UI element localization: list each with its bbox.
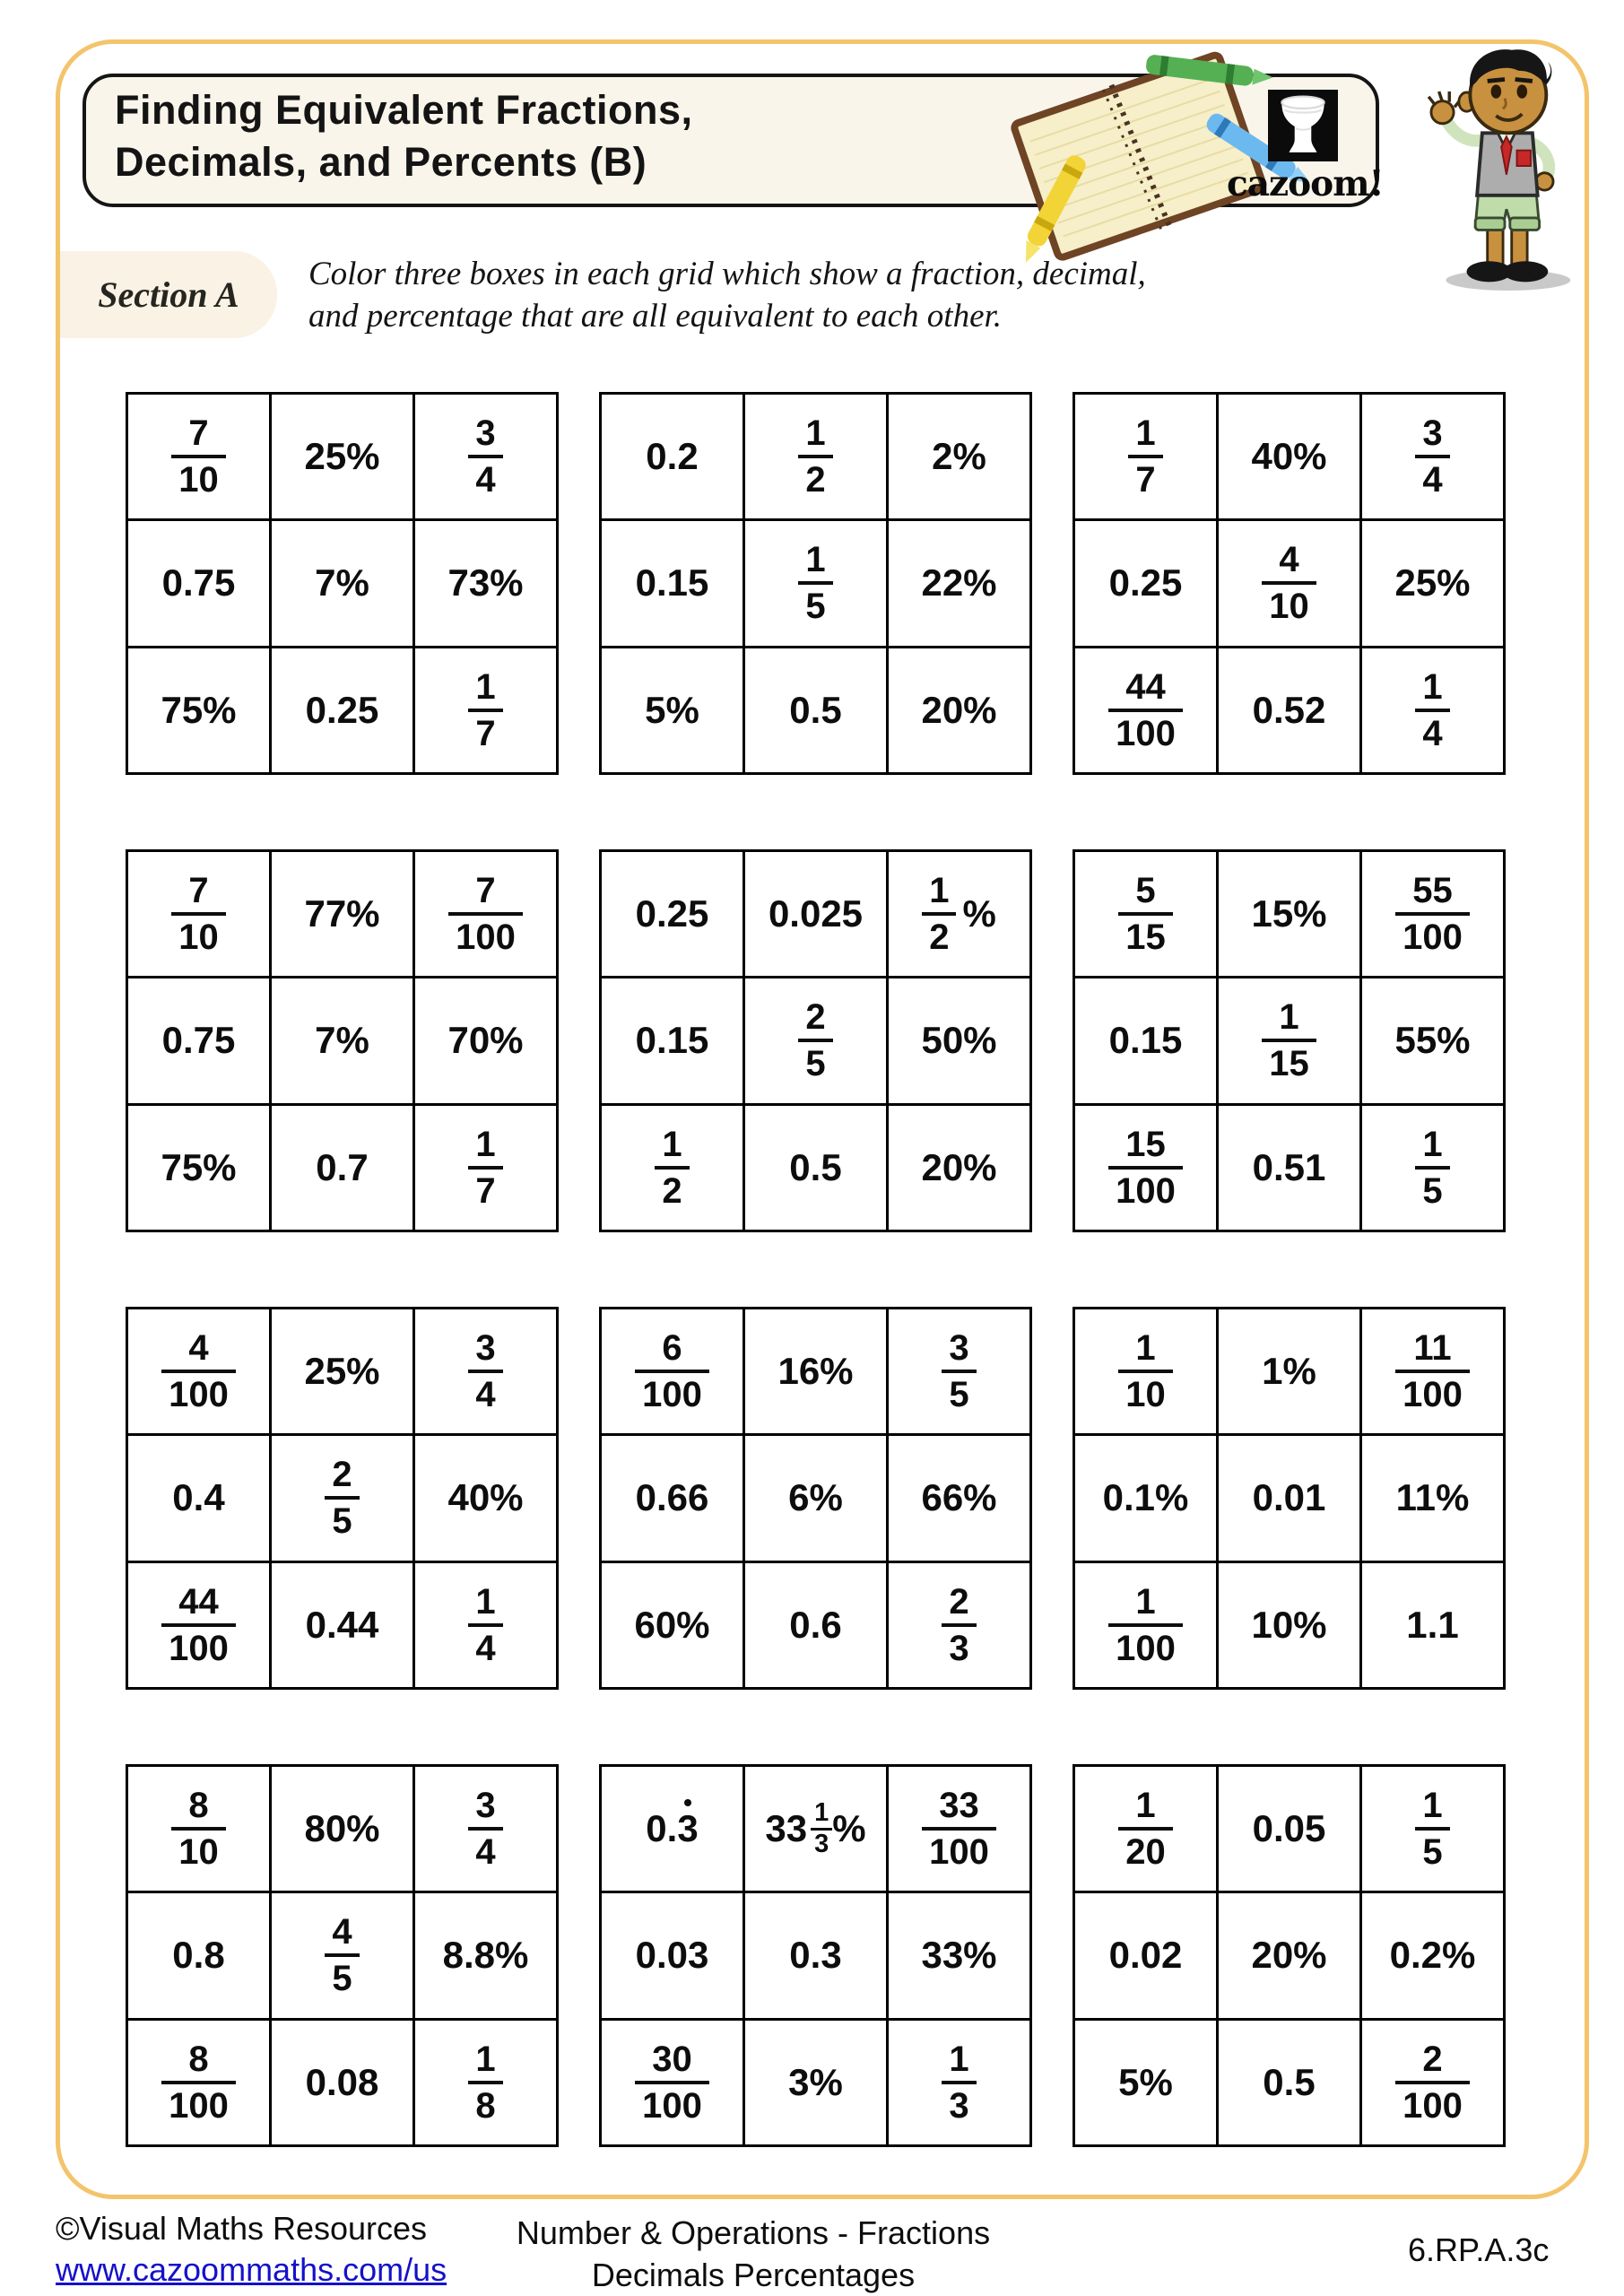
equivalence-grid-2 bbox=[599, 392, 1032, 775]
grid-cell[interactable] bbox=[1362, 648, 1503, 772]
grid-cell[interactable] bbox=[1219, 648, 1359, 772]
page-title-line2: Decimals, and Percents (B) bbox=[115, 139, 647, 185]
grid-cell[interactable] bbox=[745, 521, 886, 645]
fraction-value: $\frac{1}{15}$ bbox=[1262, 999, 1316, 1082]
cell-value: 40% bbox=[447, 1476, 524, 1519]
fraction-value: $\frac{1}{3}$ bbox=[811, 1801, 832, 1857]
equivalence-grid-12 bbox=[1073, 1764, 1506, 2147]
instructions-line2: and percentage that are all equivalent to each other. bbox=[308, 298, 1003, 335]
fraction-value: $\frac{1}{8}$ bbox=[468, 2041, 502, 2124]
fraction-value: $\frac{44}{100}$ bbox=[161, 1584, 236, 1666]
grid-cell[interactable] bbox=[1075, 648, 1216, 772]
grid-cell[interactable] bbox=[1075, 1106, 1216, 1230]
grid-cell[interactable] bbox=[745, 395, 886, 518]
grid-cell[interactable] bbox=[1219, 852, 1359, 976]
cell-value: 11% bbox=[1395, 1476, 1470, 1519]
grid-cell[interactable] bbox=[1362, 395, 1503, 518]
grid-cell[interactable] bbox=[1075, 1309, 1216, 1433]
grid-cell[interactable] bbox=[272, 852, 413, 976]
grid-cell[interactable] bbox=[1219, 1106, 1359, 1230]
grid-cell[interactable] bbox=[745, 1767, 886, 1891]
grid-cell[interactable] bbox=[272, 1436, 413, 1560]
grid-cell[interactable] bbox=[1219, 1309, 1359, 1433]
section-label bbox=[60, 251, 277, 338]
fraction-value: $\frac{3}{4}$ bbox=[468, 1787, 502, 1870]
grid-cell[interactable] bbox=[128, 1563, 269, 1687]
fraction-value: $\frac{44}{100}$ bbox=[1108, 669, 1183, 752]
fraction-value: $\frac{33}{100}$ bbox=[922, 1787, 996, 1870]
mixed-number-percent-value: 33 $\frac{1}{3}$ % bbox=[765, 1798, 866, 1858]
equivalence-grid-6 bbox=[1073, 849, 1506, 1232]
equivalence-grid-11 bbox=[599, 1764, 1032, 2147]
cell-value: 0.75 bbox=[161, 1019, 236, 1062]
grid-cell[interactable] bbox=[1362, 1106, 1503, 1230]
grid-cell[interactable] bbox=[272, 1767, 413, 1891]
equivalence-grid-3 bbox=[1073, 392, 1506, 775]
fraction-value: $\frac{2}{3}$ bbox=[942, 1584, 976, 1666]
grid-cell[interactable] bbox=[889, 648, 1029, 772]
cell-value: 5% bbox=[645, 688, 699, 731]
fraction-value: $\frac{4}{100}$ bbox=[161, 1330, 236, 1413]
grid-cell[interactable] bbox=[602, 1436, 743, 1560]
cell-value: 80% bbox=[304, 1807, 380, 1850]
cell-value: 10% bbox=[1251, 1603, 1327, 1646]
grid-cell[interactable] bbox=[128, 521, 269, 645]
cell-value: 60% bbox=[634, 1603, 710, 1646]
djembe-drum-icon bbox=[1268, 90, 1338, 161]
grid-cell[interactable] bbox=[272, 521, 413, 645]
cell-value: 8.8% bbox=[442, 1934, 529, 1977]
cell-value: 55% bbox=[1394, 1019, 1471, 1062]
grid-cell[interactable] bbox=[128, 1106, 269, 1230]
cell-value: 66% bbox=[921, 1476, 997, 1519]
cell-value: 6% bbox=[788, 1476, 843, 1519]
grid-cell[interactable] bbox=[889, 1767, 1029, 1891]
fraction-value: $\frac{1}{20}$ bbox=[1118, 1787, 1173, 1870]
grid-cell[interactable] bbox=[415, 852, 556, 976]
grid-cell[interactable] bbox=[602, 1893, 743, 2017]
grid-cell[interactable] bbox=[889, 852, 1029, 976]
grid-cell[interactable] bbox=[1362, 521, 1503, 645]
cell-value: 0.4 bbox=[172, 1476, 225, 1519]
instructions-text bbox=[308, 253, 1349, 337]
grid-cell[interactable] bbox=[415, 1106, 556, 1230]
grid-cell[interactable] bbox=[415, 648, 556, 772]
grid-cell[interactable] bbox=[128, 1436, 269, 1560]
cell-value: 2% bbox=[932, 435, 986, 478]
grid-cell[interactable] bbox=[889, 1893, 1029, 2017]
grid-cell[interactable] bbox=[272, 395, 413, 518]
fraction-value: $\frac{1}{2}$ bbox=[922, 873, 956, 955]
cell-value: 75% bbox=[161, 1145, 237, 1188]
fraction-value: $\frac{6}{100}$ bbox=[635, 1330, 709, 1413]
equivalence-grid-4 bbox=[126, 849, 559, 1232]
cell-value: 0.75 bbox=[161, 561, 236, 604]
cell-value: 0.52 bbox=[1252, 688, 1326, 731]
grid-cell[interactable] bbox=[602, 521, 743, 645]
grid-cell[interactable] bbox=[128, 1309, 269, 1433]
copyright-text: ©Visual Maths Resources bbox=[56, 2210, 428, 2247]
fraction-value: $\frac{1}{7}$ bbox=[468, 669, 502, 752]
cell-value: 3% bbox=[788, 2060, 843, 2103]
cell-value: 77% bbox=[304, 892, 380, 935]
fraction-value: $\frac{30}{100}$ bbox=[635, 2041, 709, 2124]
fraction-value: $\frac{1}{100}$ bbox=[1108, 1584, 1183, 1666]
cell-value: 0.08 bbox=[305, 2060, 379, 2103]
grid-cell[interactable] bbox=[272, 978, 413, 1102]
cell-value: 0.6 bbox=[789, 1603, 842, 1646]
cell-value: 0.5 bbox=[789, 1145, 842, 1188]
cell-value: 7% bbox=[315, 561, 369, 604]
fraction-value: $\frac{15}{100}$ bbox=[1108, 1126, 1183, 1209]
grid-cell[interactable] bbox=[889, 978, 1029, 1102]
grid-cell[interactable] bbox=[602, 1563, 743, 1687]
grid-cell[interactable] bbox=[1075, 2021, 1216, 2144]
cell-value: 25% bbox=[1394, 561, 1471, 604]
fraction-value: $\frac{3}{5}$ bbox=[942, 1330, 976, 1413]
grid-cell[interactable] bbox=[1362, 1563, 1503, 1687]
equivalence-grid-1 bbox=[126, 392, 559, 775]
cell-value: 0.01 bbox=[1252, 1476, 1326, 1519]
fraction-value: $\frac{55}{100}$ bbox=[1395, 873, 1470, 955]
grid-cell[interactable] bbox=[272, 2021, 413, 2144]
topic-line2: Decimals Percentages bbox=[591, 2257, 916, 2293]
cell-value: 70% bbox=[447, 1019, 524, 1062]
footer-topic bbox=[377, 2212, 1130, 2296]
grid-cell[interactable] bbox=[1219, 2021, 1359, 2144]
boy-mascot-icon bbox=[1401, 43, 1609, 291]
fraction-value: $\frac{3}{4}$ bbox=[468, 415, 502, 498]
grid-cell[interactable] bbox=[1075, 978, 1216, 1102]
page-title bbox=[115, 84, 693, 188]
grid-cell[interactable] bbox=[128, 852, 269, 976]
grid-cell[interactable] bbox=[415, 1309, 556, 1433]
grid-cell[interactable] bbox=[1219, 521, 1359, 645]
fraction-value: $\frac{7}{10}$ bbox=[171, 415, 226, 498]
cell-value: 15% bbox=[1251, 892, 1327, 935]
cell-value: 25% bbox=[304, 435, 380, 478]
cell-value: 0.2% bbox=[1389, 1934, 1476, 1977]
recurring-decimal-value: 0.3 bbox=[646, 1807, 699, 1850]
grid-cell[interactable] bbox=[1219, 395, 1359, 518]
cell-value: 0.02 bbox=[1108, 1934, 1183, 1977]
cell-value: 33% bbox=[921, 1934, 997, 1977]
fraction-value: $\frac{1}{7}$ bbox=[468, 1126, 502, 1209]
cazoom-logo bbox=[1227, 90, 1384, 204]
cell-value: 0.03 bbox=[635, 1934, 709, 1977]
grid-cell[interactable] bbox=[889, 1106, 1029, 1230]
cell-value: 0.8 bbox=[172, 1934, 225, 1977]
grid-cell[interactable] bbox=[272, 1106, 413, 1230]
cell-value: 0.51 bbox=[1252, 1145, 1326, 1188]
grid-cell[interactable] bbox=[128, 395, 269, 518]
instructions-line1: Color three boxes in each grid which show a fraction, decimal, bbox=[308, 256, 1146, 292]
grid-cell[interactable] bbox=[1219, 978, 1359, 1102]
grid-cell[interactable] bbox=[128, 648, 269, 772]
cell-value: 7% bbox=[315, 1019, 369, 1062]
grid-cell[interactable] bbox=[1219, 1767, 1359, 1891]
section-label-text: Section A bbox=[98, 274, 239, 315]
grid-cell[interactable] bbox=[1362, 2021, 1503, 2144]
grid-cell[interactable] bbox=[128, 1767, 269, 1891]
fraction-value: $\frac{1}{2}$ bbox=[655, 1126, 689, 1209]
grid-cell[interactable] bbox=[602, 648, 743, 772]
grid-cell[interactable] bbox=[128, 1893, 269, 2017]
fraction-value: $\frac{3}{4}$ bbox=[1415, 415, 1449, 498]
cell-value: 0.44 bbox=[305, 1603, 379, 1646]
grid-cell[interactable] bbox=[602, 395, 743, 518]
grid-cell[interactable] bbox=[1219, 1563, 1359, 1687]
cell-value: 20% bbox=[921, 688, 997, 731]
cell-value: 5% bbox=[1118, 2060, 1173, 2103]
fraction-value: $\frac{8}{100}$ bbox=[161, 2041, 236, 2124]
grid-cell[interactable] bbox=[1362, 1767, 1503, 1891]
grid-cell[interactable] bbox=[272, 648, 413, 772]
grid-cell[interactable] bbox=[1362, 978, 1503, 1102]
grid-cell[interactable] bbox=[272, 1563, 413, 1687]
cell-value: 0.1% bbox=[1102, 1476, 1189, 1519]
cell-value: 73% bbox=[447, 561, 524, 604]
fraction-value: $\frac{2}{5}$ bbox=[325, 1457, 359, 1539]
fraction-value: $\frac{1}{5}$ bbox=[1415, 1126, 1449, 1209]
cell-value: 0.3 bbox=[789, 1934, 842, 1977]
page-title-line1: Finding Equivalent Fractions, bbox=[115, 87, 693, 133]
grid-cell[interactable] bbox=[602, 1767, 743, 1891]
grid-cell[interactable] bbox=[415, 395, 556, 518]
grid-cell[interactable] bbox=[889, 1563, 1029, 1687]
grid-cell[interactable] bbox=[272, 1893, 413, 2017]
cell-value: 0.15 bbox=[1108, 1019, 1183, 1062]
fraction-value: $\frac{1}{2}$ bbox=[798, 415, 832, 498]
grid-cell[interactable] bbox=[1362, 1309, 1503, 1433]
grid-cell[interactable] bbox=[1075, 1893, 1216, 2017]
grid-cell[interactable] bbox=[1075, 1436, 1216, 1560]
grid-cell[interactable] bbox=[745, 1309, 886, 1433]
grid-cell[interactable] bbox=[1075, 521, 1216, 645]
cell-value: 40% bbox=[1251, 435, 1327, 478]
cell-value: 0.66 bbox=[635, 1476, 709, 1519]
cell-value: 50% bbox=[921, 1019, 997, 1062]
fraction-value: $\frac{4}{10}$ bbox=[1262, 542, 1316, 624]
grid-cell[interactable] bbox=[602, 1106, 743, 1230]
grid-cell[interactable] bbox=[889, 2021, 1029, 2144]
grid-cell[interactable] bbox=[1075, 852, 1216, 976]
fraction-value: $\frac{11}{100}$ bbox=[1395, 1330, 1470, 1413]
cell-value: 0.025 bbox=[768, 892, 864, 935]
grid-cell[interactable] bbox=[415, 2021, 556, 2144]
equivalence-grid-7 bbox=[126, 1307, 559, 1690]
grid-cell[interactable] bbox=[745, 648, 886, 772]
grid-cell[interactable] bbox=[1362, 852, 1503, 976]
cell-value: 0.15 bbox=[635, 561, 709, 604]
fraction-value: $\frac{1}{4}$ bbox=[468, 1584, 502, 1666]
cell-value: 0.2 bbox=[646, 435, 699, 478]
equivalence-grid-10 bbox=[126, 1764, 559, 2147]
fraction-value: $\frac{7}{10}$ bbox=[171, 873, 226, 955]
grid-cell[interactable] bbox=[889, 1309, 1029, 1433]
grid-cell[interactable] bbox=[745, 1563, 886, 1687]
grid-cell[interactable] bbox=[889, 521, 1029, 645]
grid-cell[interactable] bbox=[1075, 1767, 1216, 1891]
grid-cell[interactable] bbox=[415, 978, 556, 1102]
cell-value: 25% bbox=[304, 1350, 380, 1393]
fraction-value: $\frac{2}{100}$ bbox=[1395, 2041, 1470, 2124]
fraction-value: $\frac{1}{5}$ bbox=[1415, 1787, 1449, 1870]
cell-value: 0.5 bbox=[1263, 2060, 1316, 2103]
grid-cell[interactable] bbox=[272, 1309, 413, 1433]
grid-cell[interactable] bbox=[602, 978, 743, 1102]
grid-cell[interactable] bbox=[1075, 395, 1216, 518]
grid-cell[interactable] bbox=[1219, 1436, 1359, 1560]
cell-value: 0.5 bbox=[789, 688, 842, 731]
cell-value: 0.25 bbox=[1108, 561, 1183, 604]
cell-value: 22% bbox=[921, 561, 997, 604]
topic-line1: Number & Operations - Fractions bbox=[516, 2214, 991, 2251]
fraction-value: $\frac{7}{100}$ bbox=[448, 873, 523, 955]
fraction-percent-value: $\frac{1}{2}$ % bbox=[922, 873, 996, 955]
cell-value: 1% bbox=[1262, 1350, 1316, 1393]
fraction-value: $\frac{1}{4}$ bbox=[1415, 669, 1449, 752]
grid-cell[interactable] bbox=[602, 1309, 743, 1433]
grid-cell[interactable] bbox=[602, 852, 743, 976]
grid-cell[interactable] bbox=[602, 2021, 743, 2144]
cazoom-logo-text: cazoom! bbox=[1227, 163, 1384, 204]
equivalence-grid-9 bbox=[1073, 1307, 1506, 1690]
fraction-value: $\frac{1}{3}$ bbox=[942, 2041, 976, 2124]
cell-value: 20% bbox=[921, 1145, 997, 1188]
grid-cell[interactable] bbox=[415, 1893, 556, 2017]
grid-cell[interactable] bbox=[745, 1893, 886, 2017]
fraction-value: $\frac{1}{5}$ bbox=[798, 542, 832, 624]
cell-value: 20% bbox=[1251, 1934, 1327, 1977]
grid-cell[interactable] bbox=[745, 978, 886, 1102]
grid-cell[interactable] bbox=[128, 978, 269, 1102]
grid-cell[interactable] bbox=[415, 521, 556, 645]
fraction-value: $\frac{1}{10}$ bbox=[1118, 1330, 1173, 1413]
cell-value: 0.15 bbox=[635, 1019, 709, 1062]
cell-value: 0.05 bbox=[1252, 1807, 1326, 1850]
cell-value: 0.7 bbox=[316, 1145, 369, 1188]
grid-cell[interactable] bbox=[745, 852, 886, 976]
grid-cell[interactable] bbox=[889, 1436, 1029, 1560]
grid-cell[interactable] bbox=[745, 1106, 886, 1230]
cell-value: 1.1 bbox=[1406, 1603, 1459, 1646]
grid-cell[interactable] bbox=[1075, 1563, 1216, 1687]
fraction-value: $\frac{4}{5}$ bbox=[325, 1914, 359, 1996]
grid-cell[interactable] bbox=[1362, 1893, 1503, 2017]
fraction-value: $\frac{5}{15}$ bbox=[1118, 873, 1173, 955]
grid-cell[interactable] bbox=[745, 1436, 886, 1560]
cell-value: 16% bbox=[777, 1350, 854, 1393]
grid-cell[interactable] bbox=[1219, 1893, 1359, 2017]
grid-cell[interactable] bbox=[415, 1563, 556, 1687]
equivalence-grid-8 bbox=[599, 1307, 1032, 1690]
grid-cell[interactable] bbox=[415, 1767, 556, 1891]
fraction-value: $\frac{2}{5}$ bbox=[798, 999, 832, 1082]
cell-value: 0.25 bbox=[305, 688, 379, 731]
website-link[interactable]: www.cazoommaths.com/us bbox=[56, 2251, 447, 2288]
fraction-value: $\frac{3}{4}$ bbox=[468, 1330, 502, 1413]
cell-value: 0.25 bbox=[635, 892, 709, 935]
grid-cell[interactable] bbox=[745, 2021, 886, 2144]
grid-cell[interactable] bbox=[128, 2021, 269, 2144]
fraction-value: $\frac{1}{7}$ bbox=[1128, 415, 1162, 498]
fraction-value: $\frac{8}{10}$ bbox=[171, 1787, 226, 1870]
equivalence-grid-5 bbox=[599, 849, 1032, 1232]
grid-cell[interactable] bbox=[889, 395, 1029, 518]
grid-cell[interactable] bbox=[1362, 1436, 1503, 1560]
cell-value: 75% bbox=[161, 688, 237, 731]
standard-code: 6.RP.A.3c bbox=[1408, 2231, 1550, 2268]
grid-cell[interactable] bbox=[415, 1436, 556, 1560]
